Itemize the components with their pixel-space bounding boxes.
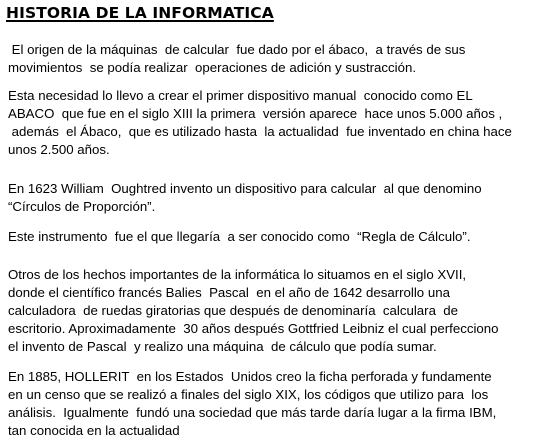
text-line: tan conocida en la actualidad	[8, 423, 180, 438]
text-line: unos 2.500 años.	[8, 142, 110, 157]
text-line: donde el científico francés Balies Pascal en el año de 1642 desarrollo una	[8, 285, 450, 300]
text-line: “Círculos de Proporción”.	[8, 199, 156, 214]
text-line: ABACO que fue en el siglo XIII la primera versión aparece hace unos 5.000 años ,	[8, 106, 503, 121]
text-line: análisis. Igualmente fundó una sociedad que más tarde daría lugar a la firma IBM,	[8, 405, 497, 420]
text-line: En 1623 William Oughtred invento un dispositivo para calcular al que denomino	[8, 181, 482, 196]
paragraph-hollerith	[8, 368, 540, 440]
text-line: En 1885, HOLLERIT en los Estados Unidos creo la ficha perforada y fundamente	[8, 369, 492, 384]
text-line: el invento de Pascal y realizo una máquina de cálculo que podía sumar.	[8, 339, 437, 354]
text-line: movimientos se podía realizar operaciones de adición y sustracción.	[8, 60, 417, 75]
paragraph-abacus-origin	[8, 41, 540, 77]
page-title: HISTORIA DE LA INFORMATICA	[6, 4, 274, 22]
text-line: Otros de los hechos importantes de la informática lo situamos en el siglo XVII,	[8, 267, 467, 282]
paragraph-pascal-leibniz	[8, 266, 540, 356]
text-line: escritorio. Aproximadamente 30 años después Gottfried Leibniz el cual perfecciono	[8, 321, 499, 336]
text-line: Este instrumento fue el que llegaría a ser conocido como “Regla de Cálculo”.	[8, 229, 471, 244]
paragraph-slide-rule	[8, 228, 540, 246]
paragraph-oughtred	[8, 180, 540, 216]
text-line: además el Ábaco, que es utilizado hasta la actualidad fue inventado en china hace	[8, 124, 512, 139]
text-line: Esta necesidad lo llevo a crear el primer dispositivo manual conocido como EL	[8, 88, 473, 103]
text-line: calculadora de ruedas giratorias que después de denominaría calculara de	[8, 303, 459, 318]
paragraph-abacus-history	[8, 87, 540, 159]
text-line: en un censo que se realizó a finales del siglo XIX, los códigos que utilizo para los	[8, 387, 489, 402]
text-line: El origen de la máquinas de calcular fue dado por el ábaco, a través de sus	[8, 42, 466, 57]
